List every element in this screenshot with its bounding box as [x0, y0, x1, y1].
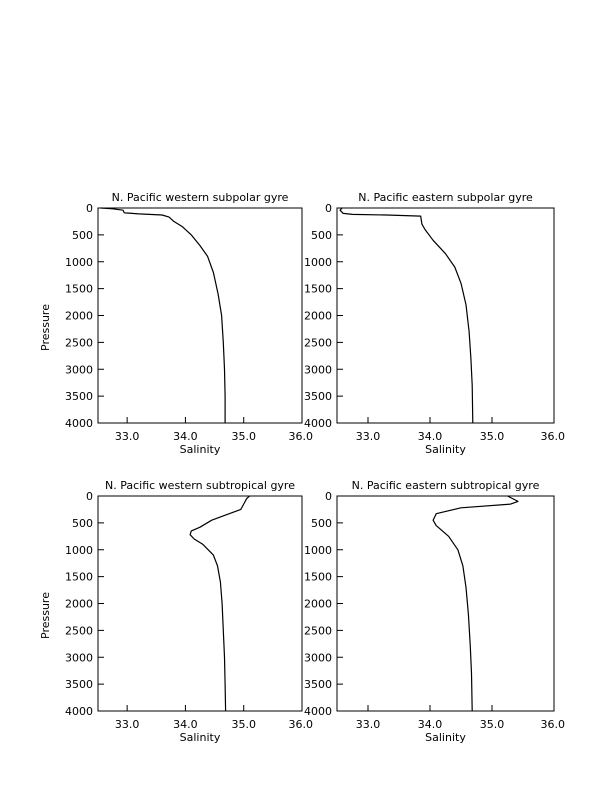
- y-tick-label: 3000: [65, 651, 93, 665]
- y-tick-label: 2500: [304, 336, 332, 350]
- y-tick-label: 1000: [65, 255, 93, 269]
- chart-panel-2: [304, 191, 565, 456]
- y-tick-label: 2500: [65, 624, 93, 638]
- y-tick-label: 4000: [304, 417, 332, 430]
- x-axis-label: Salinity: [179, 443, 221, 456]
- y-tick-label: 2500: [65, 336, 93, 350]
- y-tick-label: 1500: [304, 282, 332, 296]
- y-tick-label: 4000: [304, 705, 332, 718]
- plot-frame: [337, 208, 554, 423]
- y-tick-label: 0: [325, 202, 332, 215]
- y-tick-label: 1000: [304, 255, 332, 269]
- x-tick-label: 34.0: [417, 718, 443, 731]
- x-axis-label: Salinity: [179, 731, 221, 744]
- y-tick-label: 2000: [304, 597, 332, 611]
- y-tick-label: 4000: [65, 705, 93, 718]
- x-tick-label: 36.0: [540, 718, 565, 731]
- x-tick-label: 33.0: [114, 430, 140, 443]
- chart-panel-4: [304, 479, 565, 744]
- x-tick-label: 35.0: [479, 718, 505, 731]
- x-tick-label: 36.0: [540, 430, 565, 443]
- x-tick-label: 34.0: [173, 430, 198, 443]
- x-tick-label: 35.0: [231, 430, 256, 443]
- x-tick-label: 34.0: [417, 430, 443, 443]
- y-tick-label: 1500: [65, 570, 93, 584]
- salinity-profile-line: [340, 208, 473, 423]
- y-tick-label: 2000: [304, 309, 332, 323]
- y-tick-label: 0: [86, 490, 93, 503]
- salinity-profile-line: [190, 496, 249, 711]
- chart-panel-3: [39, 479, 313, 744]
- chart-title: N. Pacific eastern subpolar gyre: [358, 191, 533, 204]
- y-tick-label: 3000: [65, 363, 93, 377]
- x-tick-label: 33.0: [355, 430, 381, 443]
- y-tick-label: 500: [72, 228, 93, 242]
- plot-frame: [337, 496, 554, 711]
- y-tick-label: 3500: [304, 678, 332, 692]
- y-tick-label: 0: [325, 490, 332, 503]
- chart-title: N. Pacific eastern subtropical gyre: [351, 479, 540, 492]
- y-tick-label: 1500: [65, 282, 93, 296]
- y-tick-label: 4000: [65, 417, 93, 430]
- x-tick-label: 34.0: [173, 718, 198, 731]
- x-tick-label: 33.0: [114, 718, 140, 731]
- y-tick-label: 3500: [65, 390, 93, 404]
- y-tick-label: 500: [311, 228, 332, 242]
- y-axis-label: Pressure: [39, 592, 52, 639]
- y-tick-label: 2000: [65, 597, 93, 611]
- chart-panel-1: [39, 191, 313, 456]
- y-tick-label: 3500: [65, 678, 93, 692]
- x-tick-label: 36.0: [288, 430, 313, 443]
- y-tick-label: 3000: [304, 651, 332, 665]
- y-axis-label: Pressure: [39, 304, 52, 351]
- x-axis-label: Salinity: [425, 443, 466, 456]
- x-tick-label: 36.0: [288, 718, 313, 731]
- salinity-profile-line: [433, 496, 518, 711]
- y-tick-label: 500: [311, 516, 332, 530]
- x-tick-label: 35.0: [231, 718, 256, 731]
- y-tick-label: 3500: [304, 390, 332, 404]
- plot-frame: [98, 208, 302, 423]
- y-tick-label: 1500: [304, 570, 332, 584]
- chart-title: N. Pacific western subtropical gyre: [105, 479, 295, 492]
- y-tick-label: 0: [86, 202, 93, 215]
- x-tick-label: 33.0: [355, 718, 381, 731]
- salinity-profile-line: [101, 208, 225, 423]
- chart-title: N. Pacific western subpolar gyre: [111, 191, 289, 204]
- y-tick-label: 500: [72, 516, 93, 530]
- x-tick-label: 35.0: [479, 430, 505, 443]
- y-tick-label: 2500: [304, 624, 332, 638]
- plot-frame: [98, 496, 302, 711]
- x-axis-label: Salinity: [425, 731, 466, 744]
- y-tick-label: 1000: [304, 543, 332, 557]
- y-tick-label: 2000: [65, 309, 93, 323]
- y-tick-label: 3000: [304, 363, 332, 377]
- y-tick-label: 1000: [65, 543, 93, 557]
